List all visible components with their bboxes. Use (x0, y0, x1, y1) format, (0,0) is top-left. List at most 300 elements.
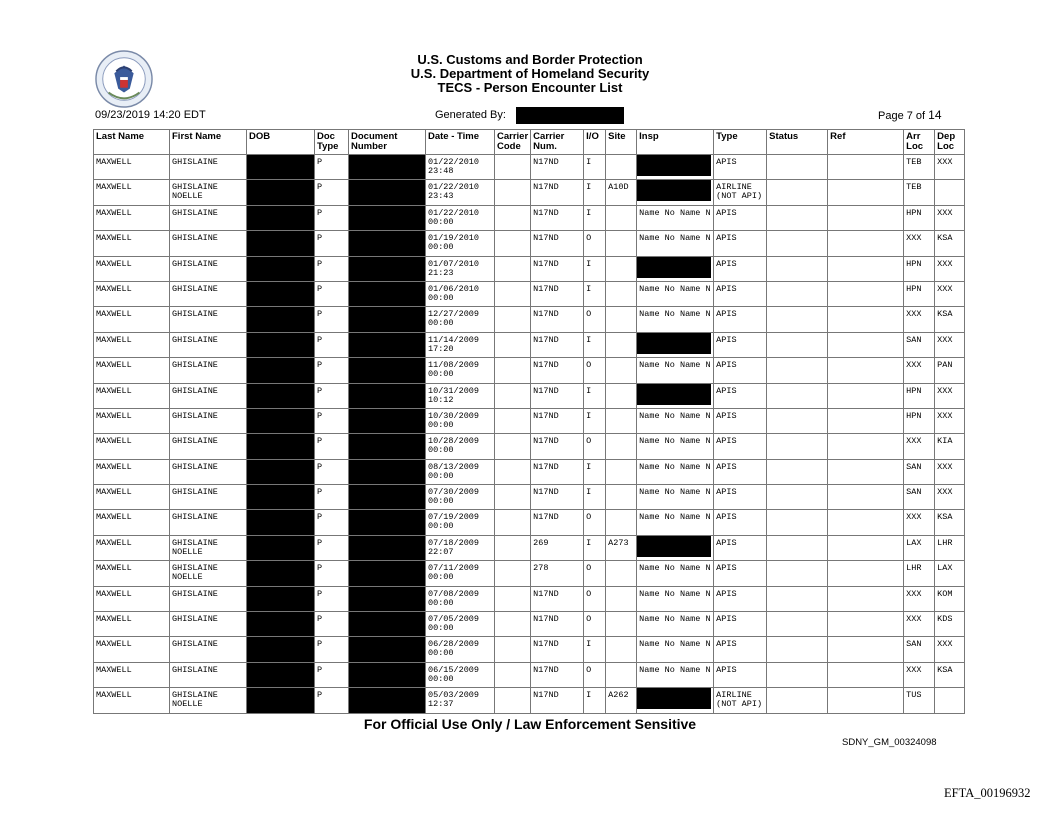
arr-loc-cell: XXX (904, 586, 935, 611)
first-name-cell: GHISLAINE (170, 155, 247, 180)
doc-type-cell: P (315, 180, 349, 205)
arr-loc-cell: HPN (904, 205, 935, 230)
carrier-num-cell: N17ND (531, 155, 584, 180)
type-cell: APIS (714, 434, 767, 459)
col-date-time: Date - Time (426, 130, 495, 155)
type-cell: APIS (714, 332, 767, 357)
carrier-code-cell (495, 535, 531, 560)
table-row (94, 358, 965, 383)
dep-loc-cell: LHR (935, 535, 965, 560)
dob-redacted-cell (247, 561, 315, 586)
status-cell (767, 586, 828, 611)
dep-loc-cell: XXX (935, 459, 965, 484)
dep-loc-cell: KSA (935, 510, 965, 535)
table-row (94, 434, 965, 459)
col-doc-type: Doc Type (315, 130, 349, 155)
status-cell (767, 307, 828, 332)
dep-loc-cell: XXX (935, 281, 965, 306)
type-cell: APIS (714, 231, 767, 256)
table-row (94, 688, 965, 713)
carrier-num-cell: N17ND (531, 662, 584, 687)
last-name-cell: MAXWELL (94, 231, 170, 256)
first-name-cell: GHISLAINE (170, 307, 247, 332)
doc-type-cell: P (315, 510, 349, 535)
io-cell: I (584, 535, 606, 560)
col-dob: DOB (247, 130, 315, 155)
site-cell (606, 307, 637, 332)
status-cell (767, 383, 828, 408)
carrier-num-cell: N17ND (531, 586, 584, 611)
first-name-cell: GHISLAINE (170, 485, 247, 510)
doc-type-cell: P (315, 358, 349, 383)
insp-cell: Name No Name N (637, 459, 714, 484)
carrier-code-cell (495, 180, 531, 205)
last-name-cell: MAXWELL (94, 485, 170, 510)
document-number-redacted-cell (349, 256, 426, 281)
dhs-seal-icon (95, 50, 153, 108)
first-name-cell: GHISLAINE (170, 358, 247, 383)
status-cell (767, 155, 828, 180)
document-number-redacted-cell (349, 205, 426, 230)
carrier-code-cell (495, 561, 531, 586)
first-name-cell: GHISLAINE (170, 612, 247, 637)
date-time-cell: 07/30/2009 00:00 (426, 485, 495, 510)
ref-cell (828, 535, 904, 560)
last-name-cell: MAXWELL (94, 561, 170, 586)
site-cell (606, 408, 637, 433)
insp-cell: Name No Name N (637, 485, 714, 510)
carrier-code-cell (495, 662, 531, 687)
arr-loc-cell: HPN (904, 383, 935, 408)
col-insp: Insp (637, 130, 714, 155)
arr-loc-cell: XXX (904, 434, 935, 459)
col-arr-loc: Arr Loc (904, 130, 935, 155)
doc-type-cell: P (315, 485, 349, 510)
doc-type-cell: P (315, 637, 349, 662)
status-cell (767, 205, 828, 230)
site-cell (606, 586, 637, 611)
carrier-num-cell: N17ND (531, 434, 584, 459)
insp-cell: Name No Name N (637, 205, 714, 230)
status-cell (767, 637, 828, 662)
doc-type-cell: P (315, 688, 349, 713)
arr-loc-cell: XXX (904, 510, 935, 535)
insp-redaction (637, 257, 711, 278)
type-cell: APIS (714, 205, 767, 230)
doc-type-cell: P (315, 561, 349, 586)
col-site: Site (606, 130, 637, 155)
col-io: I/O (584, 130, 606, 155)
col-carrier-code: Carrier Code (495, 130, 531, 155)
doc-type-cell: P (315, 535, 349, 560)
first-name-cell: GHISLAINE (170, 281, 247, 306)
doc-type-cell: P (315, 205, 349, 230)
dep-loc-cell: XXX (935, 205, 965, 230)
carrier-code-cell (495, 434, 531, 459)
arr-loc-cell: XXX (904, 231, 935, 256)
io-cell: I (584, 408, 606, 433)
date-time-cell: 10/28/2009 00:00 (426, 434, 495, 459)
page-indicator (878, 109, 942, 123)
last-name-cell: MAXWELL (94, 637, 170, 662)
last-name-cell: MAXWELL (94, 612, 170, 637)
document-number-redacted-cell (349, 535, 426, 560)
last-name-cell: MAXWELL (94, 332, 170, 357)
insp-cell: Name No Name N (637, 307, 714, 332)
last-name-cell: MAXWELL (94, 180, 170, 205)
dob-redacted-cell (247, 383, 315, 408)
security-notice: For Official Use Only / Law Enforcement Sensitive (363, 716, 697, 732)
ref-cell (828, 256, 904, 281)
insp-cell: Name No Name N (637, 281, 714, 306)
arr-loc-cell: XXX (904, 662, 935, 687)
type-cell: APIS (714, 383, 767, 408)
carrier-code-cell (495, 408, 531, 433)
document-number-redacted-cell (349, 434, 426, 459)
first-name-cell: GHISLAINE (170, 586, 247, 611)
arr-loc-cell: HPN (904, 281, 935, 306)
type-cell: APIS (714, 586, 767, 611)
date-time-cell: 10/30/2009 00:00 (426, 408, 495, 433)
last-name-cell: MAXWELL (94, 459, 170, 484)
dep-loc-cell: XXX (935, 155, 965, 180)
carrier-num-cell: N17ND (531, 307, 584, 332)
date-time-cell: 05/03/2009 12:37 (426, 688, 495, 713)
document-number-redacted-cell (349, 155, 426, 180)
ref-cell (828, 358, 904, 383)
io-cell: O (584, 586, 606, 611)
insp-redaction (637, 333, 711, 354)
dob-redacted-cell (247, 485, 315, 510)
dep-loc-cell: KIA (935, 434, 965, 459)
insp-redaction (637, 688, 711, 709)
table-row (94, 281, 965, 306)
site-cell (606, 485, 637, 510)
io-cell: I (584, 485, 606, 510)
dob-redacted-cell (247, 408, 315, 433)
date-time-cell: 07/05/2009 00:00 (426, 612, 495, 637)
arr-loc-cell: SAN (904, 332, 935, 357)
date-time-cell: 06/15/2009 00:00 (426, 662, 495, 687)
last-name-cell: MAXWELL (94, 586, 170, 611)
generated-by-label: Generated By: (435, 109, 506, 121)
carrier-num-cell: N17ND (531, 332, 584, 357)
site-cell (606, 256, 637, 281)
type-cell: APIS (714, 256, 767, 281)
table-row (94, 205, 965, 230)
ref-cell (828, 332, 904, 357)
site-cell (606, 332, 637, 357)
carrier-num-cell: N17ND (531, 459, 584, 484)
insp-cell: Name No Name N (637, 408, 714, 433)
arr-loc-cell: SAN (904, 459, 935, 484)
doc-type-cell: P (315, 256, 349, 281)
carrier-num-cell: N17ND (531, 231, 584, 256)
carrier-code-cell (495, 281, 531, 306)
carrier-code-cell (495, 155, 531, 180)
doc-type-cell: P (315, 281, 349, 306)
dob-redacted-cell (247, 612, 315, 637)
first-name-cell: GHISLAINE (170, 408, 247, 433)
efta-number: EFTA_00196932 (944, 786, 1031, 800)
generated-by-redaction (516, 107, 624, 124)
date-time-cell: 01/22/2010 00:00 (426, 205, 495, 230)
table-row (94, 408, 965, 433)
status-cell (767, 510, 828, 535)
status-cell (767, 358, 828, 383)
col-dep-loc: Dep Loc (935, 130, 965, 155)
site-cell (606, 637, 637, 662)
dep-loc-cell (935, 688, 965, 713)
date-time-cell: 01/19/2010 00:00 (426, 231, 495, 256)
ref-cell (828, 586, 904, 611)
carrier-num-cell: N17ND (531, 637, 584, 662)
type-cell: APIS (714, 510, 767, 535)
carrier-code-cell (495, 688, 531, 713)
status-cell (767, 612, 828, 637)
insp-cell: Name No Name N (637, 510, 714, 535)
arr-loc-cell: LHR (904, 561, 935, 586)
date-time-cell: 12/27/2009 00:00 (426, 307, 495, 332)
col-status: Status (767, 130, 828, 155)
ref-cell (828, 612, 904, 637)
arr-loc-cell: TEB (904, 180, 935, 205)
table-header-row (94, 130, 965, 155)
date-time-cell: 01/22/2010 23:48 (426, 155, 495, 180)
status-cell (767, 561, 828, 586)
carrier-num-cell: N17ND (531, 612, 584, 637)
site-cell (606, 205, 637, 230)
date-time-cell: 01/07/2010 21:23 (426, 256, 495, 281)
insp-cell (637, 180, 714, 205)
document-number-redacted-cell (349, 561, 426, 586)
carrier-num-cell: N17ND (531, 383, 584, 408)
carrier-num-cell: N17ND (531, 358, 584, 383)
insp-cell: Name No Name N (637, 637, 714, 662)
doc-type-cell: P (315, 662, 349, 687)
site-cell (606, 434, 637, 459)
date-time-cell: 07/19/2009 00:00 (426, 510, 495, 535)
page-total: 14 (928, 108, 942, 122)
last-name-cell: MAXWELL (94, 434, 170, 459)
dob-redacted-cell (247, 434, 315, 459)
doc-type-cell: P (315, 307, 349, 332)
io-cell: I (584, 180, 606, 205)
type-cell: APIS (714, 358, 767, 383)
status-cell (767, 535, 828, 560)
table-row (94, 485, 965, 510)
dep-loc-cell: KOM (935, 586, 965, 611)
insp-cell (637, 383, 714, 408)
arr-loc-cell: XXX (904, 307, 935, 332)
table-row (94, 256, 965, 281)
last-name-cell: MAXWELL (94, 535, 170, 560)
insp-redaction (637, 155, 711, 176)
document-number-redacted-cell (349, 307, 426, 332)
last-name-cell: MAXWELL (94, 155, 170, 180)
type-cell: APIS (714, 637, 767, 662)
first-name-cell: GHISLAINE (170, 434, 247, 459)
carrier-code-cell (495, 205, 531, 230)
doc-type-cell: P (315, 332, 349, 357)
carrier-code-cell (495, 586, 531, 611)
carrier-num-cell: N17ND (531, 205, 584, 230)
ref-cell (828, 408, 904, 433)
type-cell: APIS (714, 485, 767, 510)
dob-redacted-cell (247, 535, 315, 560)
ref-cell (828, 434, 904, 459)
io-cell: I (584, 332, 606, 357)
dob-redacted-cell (247, 205, 315, 230)
arr-loc-cell: SAN (904, 485, 935, 510)
type-cell: APIS (714, 561, 767, 586)
doc-type-cell: P (315, 155, 349, 180)
last-name-cell: MAXWELL (94, 408, 170, 433)
insp-redaction (637, 536, 711, 557)
table-row (94, 307, 965, 332)
dob-redacted-cell (247, 307, 315, 332)
ref-cell (828, 180, 904, 205)
type-cell: APIS (714, 408, 767, 433)
io-cell: O (584, 358, 606, 383)
dob-redacted-cell (247, 586, 315, 611)
arr-loc-cell: HPN (904, 408, 935, 433)
io-cell: O (584, 510, 606, 535)
document-number-redacted-cell (349, 408, 426, 433)
dep-loc-cell: XXX (935, 637, 965, 662)
type-cell: AIRLINE (NOT API) (714, 180, 767, 205)
insp-cell: Name No Name N (637, 434, 714, 459)
doc-type-cell: P (315, 612, 349, 637)
carrier-num-cell: N17ND (531, 510, 584, 535)
status-cell (767, 256, 828, 281)
status-cell (767, 332, 828, 357)
dep-loc-cell: XXX (935, 408, 965, 433)
ref-cell (828, 231, 904, 256)
col-carrier-num: Carrier Num. (531, 130, 584, 155)
carrier-code-cell (495, 307, 531, 332)
table-row (94, 561, 965, 586)
doc-type-cell: P (315, 231, 349, 256)
status-cell (767, 180, 828, 205)
first-name-cell: GHISLAINE (170, 459, 247, 484)
status-cell (767, 459, 828, 484)
io-cell: O (584, 231, 606, 256)
document-number-redacted-cell (349, 383, 426, 408)
document-number-redacted-cell (349, 637, 426, 662)
ref-cell (828, 637, 904, 662)
document-number-redacted-cell (349, 612, 426, 637)
carrier-code-cell (495, 256, 531, 281)
first-name-cell: GHISLAINE (170, 332, 247, 357)
io-cell: O (584, 612, 606, 637)
site-cell: A10D (606, 180, 637, 205)
ref-cell (828, 205, 904, 230)
date-time-cell: 08/13/2009 00:00 (426, 459, 495, 484)
insp-cell (637, 535, 714, 560)
report-timestamp: 09/23/2019 14:20 EDT (95, 109, 206, 121)
dep-loc-cell (935, 180, 965, 205)
doc-type-cell: P (315, 383, 349, 408)
dep-loc-cell: XXX (935, 485, 965, 510)
carrier-code-cell (495, 637, 531, 662)
type-cell: APIS (714, 281, 767, 306)
carrier-num-cell: N17ND (531, 688, 584, 713)
first-name-cell: GHISLAINE (170, 510, 247, 535)
first-name-cell: GHISLAINE NOELLE (170, 561, 247, 586)
ref-cell (828, 459, 904, 484)
arr-loc-cell: TUS (904, 688, 935, 713)
site-cell (606, 281, 637, 306)
carrier-num-cell: N17ND (531, 408, 584, 433)
io-cell: I (584, 281, 606, 306)
arr-loc-cell: LAX (904, 535, 935, 560)
io-cell: I (584, 688, 606, 713)
insp-cell: Name No Name N (637, 358, 714, 383)
dob-redacted-cell (247, 688, 315, 713)
last-name-cell: MAXWELL (94, 688, 170, 713)
ref-cell (828, 307, 904, 332)
dep-loc-cell: KSA (935, 662, 965, 687)
insp-cell (637, 688, 714, 713)
encounter-table (93, 129, 965, 714)
ref-cell (828, 662, 904, 687)
document-number-redacted-cell (349, 332, 426, 357)
type-cell: APIS (714, 662, 767, 687)
type-cell: AIRLINE (NOT API) (714, 688, 767, 713)
site-cell (606, 358, 637, 383)
type-cell: APIS (714, 612, 767, 637)
ref-cell (828, 561, 904, 586)
first-name-cell: GHISLAINE NOELLE (170, 535, 247, 560)
insp-redaction (637, 384, 711, 405)
first-name-cell: GHISLAINE (170, 662, 247, 687)
table-row (94, 662, 965, 687)
arr-loc-cell: XXX (904, 358, 935, 383)
status-cell (767, 281, 828, 306)
io-cell: I (584, 205, 606, 230)
table-row (94, 332, 965, 357)
date-time-cell: 11/14/2009 17:20 (426, 332, 495, 357)
dep-loc-cell: PAN (935, 358, 965, 383)
status-cell (767, 434, 828, 459)
first-name-cell: GHISLAINE (170, 637, 247, 662)
dep-loc-cell: KSA (935, 231, 965, 256)
last-name-cell: MAXWELL (94, 383, 170, 408)
date-time-cell: 07/11/2009 00:00 (426, 561, 495, 586)
col-type: Type (714, 130, 767, 155)
page-label: Page 7 of (878, 110, 926, 122)
table-row (94, 383, 965, 408)
site-cell (606, 383, 637, 408)
arr-loc-cell: HPN (904, 256, 935, 281)
date-time-cell: 01/22/2010 23:43 (426, 180, 495, 205)
insp-cell: Name No Name N (637, 586, 714, 611)
carrier-num-cell: 278 (531, 561, 584, 586)
site-cell (606, 155, 637, 180)
table-row (94, 510, 965, 535)
site-cell: A262 (606, 688, 637, 713)
first-name-cell: GHISLAINE (170, 383, 247, 408)
department-title: U.S. Department of Homeland Security (410, 66, 650, 81)
document-number-redacted-cell (349, 510, 426, 535)
status-cell (767, 408, 828, 433)
document-number-redacted-cell (349, 586, 426, 611)
carrier-num-cell: N17ND (531, 485, 584, 510)
dob-redacted-cell (247, 332, 315, 357)
arr-loc-cell: TEB (904, 155, 935, 180)
io-cell: I (584, 383, 606, 408)
